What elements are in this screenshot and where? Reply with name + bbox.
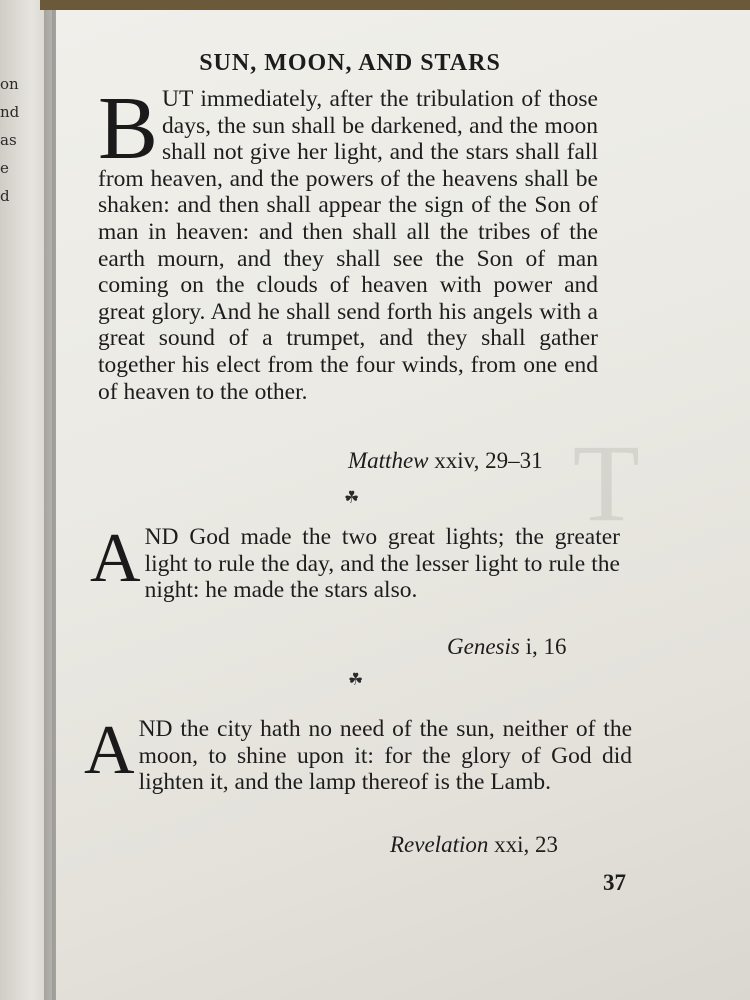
reference-book: Matthew (348, 448, 429, 473)
passage-revelation (84, 712, 632, 796)
reference-cite: i, 16 (525, 634, 567, 659)
passage-genesis (90, 520, 620, 604)
reference-cite: xxi, 23 (494, 832, 558, 857)
reference-genesis (447, 634, 566, 660)
drop-cap-a: A (90, 520, 141, 597)
reference-cite: xxiv, 29–31 (434, 448, 543, 473)
passage-matthew (98, 79, 598, 405)
bleed-through-letter: T (572, 422, 640, 544)
facing-page-text: on nd as e d (0, 75, 20, 205)
passage-text: UT immediately, after the tribulation of those days, the sun shall be darkened, and the moon shall not give her light, and the stars shall fall from heaven, and the powers of the heavens shall be shaken: and then shall appear the sign of the Son of man in heaven: and then shall all the tribes of the earth mourn, and they shall see the Son of man coming on the clouds of heaven with power and great glory. And he shall send forth his angels with a great sound of a trumpet, and they shall gather together his elect from the four winds, from one end of heaven to the other. (98, 86, 598, 405)
drop-cap-b: B (98, 79, 159, 178)
reference-book: Revelation (390, 832, 489, 857)
page-top-edge (40, 0, 750, 10)
page-title: SUN, MOON, AND STARS (199, 50, 501, 76)
passage-text: ND God made the two great lights; the greater light to rule the day, and the lesser light to rule the night: he made the stars also. (144, 524, 620, 604)
reference-book: Genesis (447, 634, 520, 659)
page-number: 37 (603, 870, 626, 895)
fleuron-ornament: ☘ (344, 488, 360, 508)
reference-matthew (348, 448, 543, 474)
passage-text: ND the city hath no need of the sun, neither of the moon, to shine upon it: for the glory of God did lighten it, and the lamp thereof is the Lamb. (138, 716, 632, 796)
fleuron-ornament: ☘ (348, 670, 364, 690)
drop-cap-a: A (84, 712, 135, 789)
reference-revelation (390, 832, 558, 858)
